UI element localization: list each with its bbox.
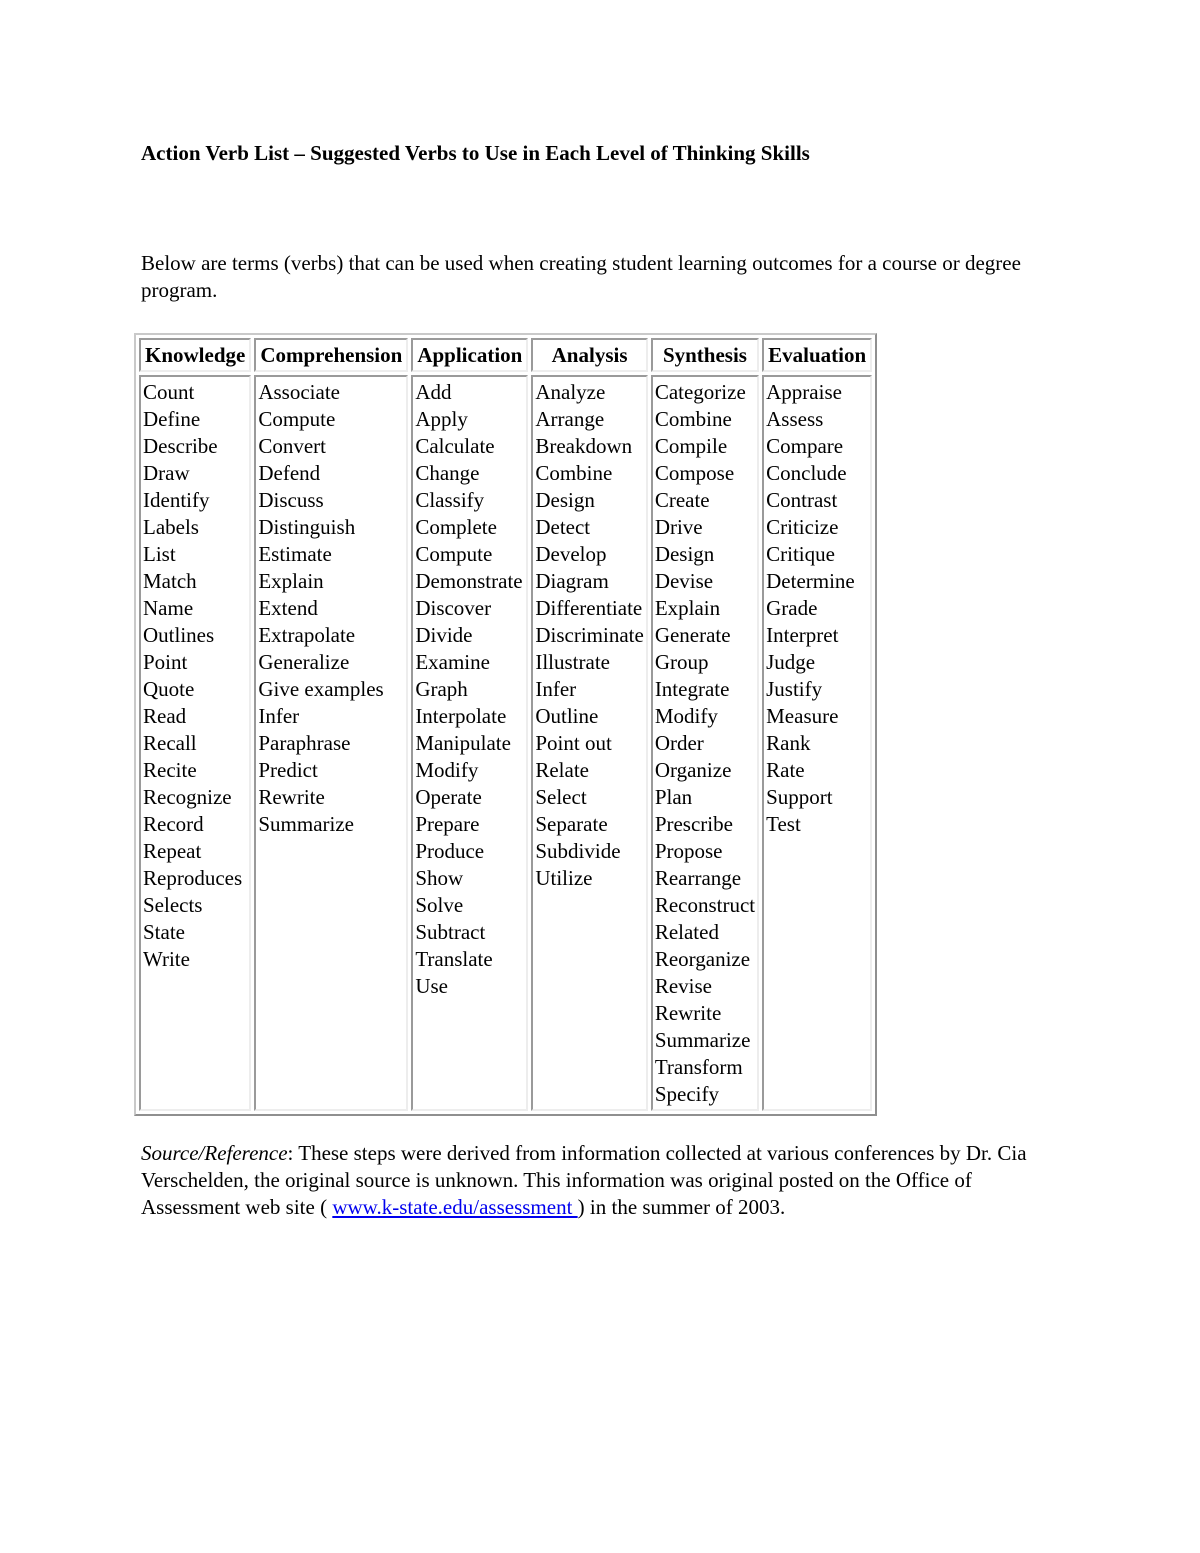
verb-item: Combine (535, 461, 613, 485)
verb-item: Apply (415, 407, 468, 431)
verb-item: Criticize (766, 515, 839, 539)
verb-item: Design (535, 488, 595, 512)
verb-item: Assess (766, 407, 824, 431)
verb-item: Write (143, 947, 190, 971)
verb-item: Produce (415, 839, 485, 863)
verb-item: Revise (654, 974, 712, 998)
action-verb-table (134, 333, 877, 1116)
verb-item: Modify (654, 704, 718, 728)
source-label: Source/Reference (141, 1141, 288, 1165)
verb-item: Relate (535, 758, 589, 782)
verb-item: Explain (654, 596, 721, 620)
verb-item: Demonstrate (415, 569, 523, 593)
verb-list-comprehension (254, 375, 408, 1111)
verb-item: Determine (766, 569, 855, 593)
verb-item: Summarize (258, 812, 354, 836)
verb-item: Record (143, 812, 204, 836)
verb-item: Specify (654, 1082, 719, 1106)
verb-item: Prescribe (654, 812, 733, 836)
verb-item: Labels (143, 515, 199, 539)
verb-item: Extend (258, 596, 318, 620)
verb-item: Subdivide (535, 839, 621, 863)
verb-item: Infer (535, 677, 577, 701)
verb-item: Use (415, 974, 448, 998)
verb-item: Create (654, 488, 710, 512)
verb-item: Contrast (766, 488, 838, 512)
verb-item: Infer (258, 704, 300, 728)
assessment-link[interactable]: www.k-state.edu/assessment (332, 1195, 578, 1219)
verb-item: Integrate (654, 677, 730, 701)
verb-item: State (143, 920, 185, 944)
verb-item: Reproduces (143, 866, 243, 890)
verb-list-synthesis (651, 375, 759, 1111)
source-text: : These steps were derived from information collected at various conferences by Dr. Cia Verschelden, the original source is unknown. This information was original posted on the Office of Assessment web site ( (141, 1141, 1027, 1219)
verb-item: Calculate (415, 434, 495, 458)
verb-item: Utilize (535, 866, 593, 890)
column-header-synthesis: Synthesis (651, 338, 759, 372)
verb-item: Associate (258, 380, 340, 404)
verb-item: List (143, 542, 176, 566)
verb-item: Examine (415, 650, 490, 674)
verb-item: Outline (535, 704, 599, 728)
verb-item: Complete (415, 515, 497, 539)
verb-item: Translate (415, 947, 493, 971)
intro-paragraph: Below are terms (verbs) that can be used when creating student learning outcomes for a course or degree program. (141, 251, 1021, 302)
verb-item: Rank (766, 731, 811, 755)
verb-item: Reorganize (654, 947, 751, 971)
verb-item: Propose (654, 839, 723, 863)
verb-item: Compute (415, 542, 493, 566)
verb-item: Order (654, 731, 704, 755)
verb-item: Diagram (535, 569, 609, 593)
verb-item: Discuss (258, 488, 324, 512)
verb-item: Arrange (535, 407, 605, 431)
verb-item: Interpret (766, 623, 839, 647)
verb-item: Drive (654, 515, 703, 539)
verb-item: Compare (766, 434, 844, 458)
verb-item: Operate (415, 785, 482, 809)
verb-item: Organize (654, 758, 732, 782)
verb-item: Categorize (654, 380, 746, 404)
verb-item: Judge (766, 650, 816, 674)
verb-item: Selects (143, 893, 203, 917)
document-title: Action Verb List – Suggested Verbs to Use in Each Level of Thinking Skills (141, 141, 810, 165)
column-header-evaluation: Evaluation (762, 338, 872, 372)
verb-item: Design (654, 542, 715, 566)
verb-item: Defend (258, 461, 321, 485)
verb-item: Support (766, 785, 833, 809)
verb-item: Graph (415, 677, 468, 701)
verb-item: Rate (766, 758, 805, 782)
verb-item: Divide (415, 623, 473, 647)
verb-item: Differentiate (535, 596, 643, 620)
column-header-analysis: Analysis (531, 338, 647, 372)
verb-item: Count (143, 380, 195, 404)
verb-item: Predict (258, 758, 318, 782)
verb-item: Name (143, 596, 194, 620)
verb-item: Quote (143, 677, 195, 701)
verb-list-knowledge (139, 375, 251, 1111)
verb-item: Devise (654, 569, 714, 593)
verb-item: Prepare (415, 812, 480, 836)
verb-item: Estimate (258, 542, 332, 566)
verb-item: Draw (143, 461, 190, 485)
source-reference (141, 1140, 1071, 1221)
verb-item: Generalize (258, 650, 350, 674)
verb-item: Discover (415, 596, 492, 620)
verb-item: Combine (654, 407, 732, 431)
verb-item: Breakdown (535, 434, 633, 458)
verb-item: Transform (654, 1055, 743, 1079)
verb-item: Separate (535, 812, 608, 836)
verb-item: Point out (535, 731, 612, 755)
verb-item: Discriminate (535, 623, 644, 647)
verb-item: Convert (258, 434, 326, 458)
verb-list-evaluation (762, 375, 872, 1111)
verb-item: Test (766, 812, 801, 836)
verb-item: Add (415, 380, 452, 404)
verb-item: Outlines (143, 623, 215, 647)
verb-list-analysis (531, 375, 647, 1111)
verb-item: Recall (143, 731, 197, 755)
verb-item: Generate (654, 623, 731, 647)
verb-item: Analyze (535, 380, 606, 404)
verb-item: Explain (258, 569, 324, 593)
verb-item: Recognize (143, 785, 232, 809)
verb-item: Group (654, 650, 709, 674)
verb-item: Measure (766, 704, 839, 728)
verb-item: Develop (535, 542, 607, 566)
source-text-end: ) in the summer of 2003. (577, 1195, 786, 1219)
verb-item: Describe (143, 434, 218, 458)
verb-item: Detect (535, 515, 591, 539)
verb-item: Match (143, 569, 197, 593)
verb-item: Show (415, 866, 464, 890)
verb-item: Read (143, 704, 187, 728)
verb-item: Plan (654, 785, 693, 809)
column-header-comprehension: Comprehension (254, 338, 408, 372)
verb-item: Compute (258, 407, 336, 431)
verb-item: Grade (766, 596, 818, 620)
verb-item: Manipulate (415, 731, 511, 755)
verb-item: Identify (143, 488, 210, 512)
verb-item: Point (143, 650, 188, 674)
verb-item: Summarize (654, 1028, 751, 1052)
verb-item: Solve (415, 893, 464, 917)
verb-item: Rewrite (654, 1001, 722, 1025)
verb-item: Interpolate (415, 704, 507, 728)
verb-item: Compile (654, 434, 728, 458)
verb-list-application (411, 375, 528, 1111)
verb-item: Classify (415, 488, 485, 512)
verb-item: Appraise (766, 380, 842, 404)
verb-item: Modify (415, 758, 479, 782)
verb-item: Extrapolate (258, 623, 356, 647)
verb-item: Reconstruct (654, 893, 756, 917)
table-header-row (139, 338, 872, 372)
column-header-knowledge: Knowledge (139, 338, 251, 372)
verb-item: Change (415, 461, 480, 485)
verb-item: Distinguish (258, 515, 356, 539)
verb-item: Give examples (258, 677, 384, 701)
verb-item: Compose (654, 461, 735, 485)
verb-item: Recite (143, 758, 197, 782)
verb-item: Related (654, 920, 719, 944)
verb-item: Select (535, 785, 587, 809)
table-body-row (139, 375, 872, 1111)
verb-item: Critique (766, 542, 835, 566)
column-header-application: Application (411, 338, 528, 372)
verb-item: Subtract (415, 920, 486, 944)
verb-item: Repeat (143, 839, 202, 863)
verb-item: Define (143, 407, 201, 431)
verb-item: Rewrite (258, 785, 325, 809)
verb-item: Rearrange (654, 866, 742, 890)
verb-item: Illustrate (535, 650, 610, 674)
verb-item: Paraphrase (258, 731, 351, 755)
verb-item: Justify (766, 677, 823, 701)
verb-item: Conclude (766, 461, 847, 485)
